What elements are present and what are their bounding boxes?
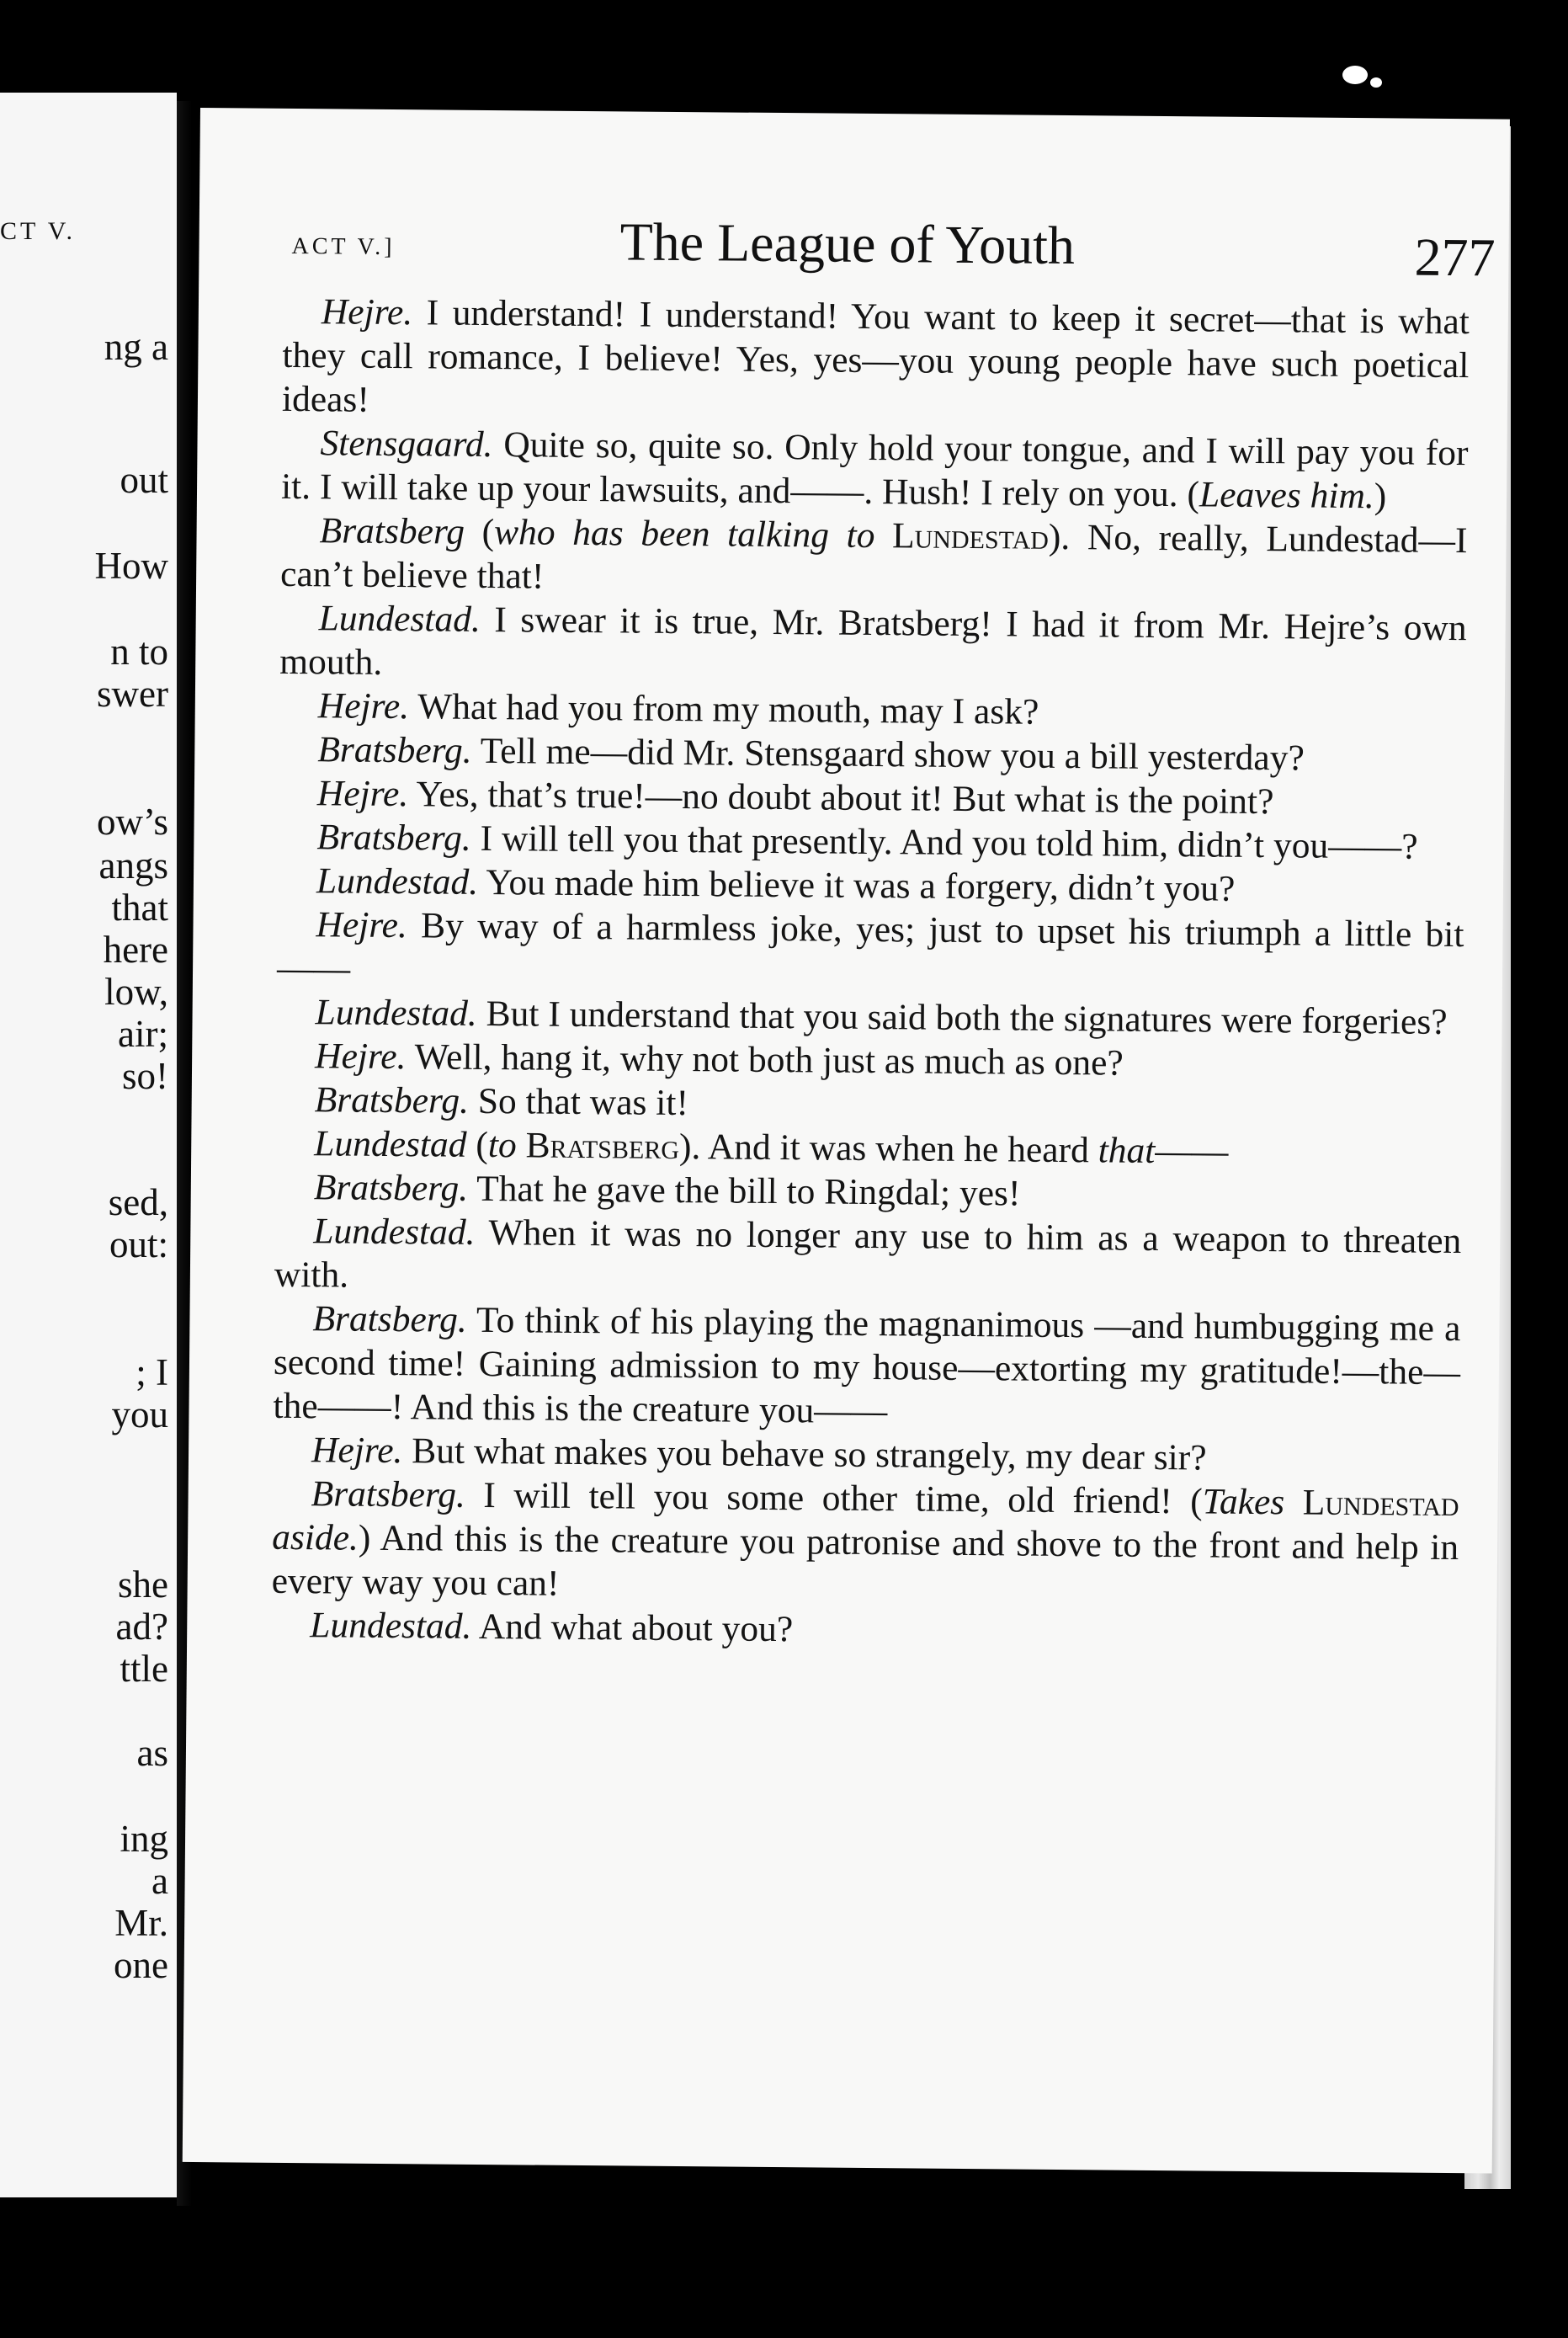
line-text: Yes, that’s true!—no doubt about it! But what is the point? — [407, 774, 1274, 823]
line-text: I will tell you some other time, old friend! ( — [465, 1474, 1203, 1522]
left-fragment: angs — [98, 844, 168, 887]
left-fragment: low, — [104, 971, 168, 1013]
character-name: Lundestad — [891, 515, 1050, 557]
dialogue-line — [271, 1603, 1458, 1657]
speaker-name: Hejre. — [317, 685, 410, 727]
left-fragment: as — [136, 1732, 168, 1774]
speaker-name: Lundestad. — [315, 992, 477, 1034]
speaker-name: Hejre. — [316, 904, 408, 946]
page-number: 277 — [1414, 226, 1496, 288]
line-text: But I understand that you said both the signatures were forgeries? — [476, 993, 1448, 1042]
speaker-name: Bratsberg. — [316, 817, 471, 859]
speaker-name: Bratsberg. — [311, 1473, 466, 1515]
speaker-name: Stensgaard. — [320, 423, 493, 466]
dialogue-line — [277, 903, 1464, 1000]
speaker-name: Hejre. — [321, 291, 413, 333]
left-fragment: ing — [120, 1818, 168, 1860]
line-text: . And it was when he heard — [691, 1126, 1098, 1171]
line-text: . No, really, Lundestad—I can’t believe that! — [279, 516, 1468, 597]
left-fragment: ad? — [115, 1606, 168, 1648]
dialogue-line — [281, 421, 1469, 519]
speaker-name: Bratsberg — [319, 510, 465, 552]
line-text: By way of a harmless joke, yes; just to upset his triumph a little bit—— — [276, 905, 1464, 989]
speaker-name: Bratsberg. — [312, 1298, 467, 1340]
line-text: I swear it is true, Mr. Bratsberg! I had it from Mr. Hejre’s own mouth. — [279, 599, 1467, 683]
line-text: —— — [1155, 1130, 1229, 1172]
line-text: But what makes you behave so strangely, my dear sir? — [402, 1430, 1207, 1478]
speaker-name: Hejre. — [311, 1430, 403, 1472]
stage-direction: who has been talking to — [493, 512, 875, 557]
left-fragment: out: — [109, 1223, 168, 1265]
line-text: I understand! I understand! You want to keep it secret—that is what they call romance, I believe! Yes, yes—you young people have such poetical ideas! — [281, 292, 1470, 420]
line-text: ) — [1374, 476, 1387, 517]
left-fragment: ow’s — [96, 801, 168, 843]
left-running-head: CT V. — [0, 217, 77, 245]
left-facing-page — [0, 93, 177, 2197]
stage-direction: Takes — [1202, 1481, 1285, 1523]
left-fragment: ; I — [136, 1351, 168, 1393]
speaker-name: Bratsberg. — [313, 1167, 469, 1209]
left-fragment: swer — [97, 673, 168, 715]
left-fragment: air; — [118, 1013, 168, 1055]
line-text: What had you from my mouth, may I ask? — [408, 686, 1039, 732]
running-head-act: ACT V.] — [291, 232, 396, 261]
left-fragment: one — [114, 1944, 168, 1986]
dialogue-line — [279, 596, 1467, 694]
speaker-name: Lundestad. — [318, 598, 481, 640]
line-text: And what about you? — [471, 1606, 794, 1650]
character-name: Bratsberg — [525, 1125, 680, 1168]
dialogue-line — [273, 1297, 1460, 1438]
dialogue-line — [282, 290, 1470, 431]
stage-direction: aside. — [271, 1516, 359, 1558]
line-text: So that was it! — [468, 1080, 689, 1124]
left-fragment: that — [111, 887, 168, 929]
left-fragment: a — [151, 1860, 168, 1902]
dialogue-body — [271, 290, 1470, 1657]
left-fragment: so! — [122, 1055, 168, 1097]
left-fragment: sed, — [108, 1181, 168, 1223]
scan-speck — [1370, 77, 1382, 88]
left-fragment: n to — [110, 631, 168, 673]
character-name: Lundestad — [1302, 1482, 1459, 1525]
speaker-name: Hejre. — [316, 773, 409, 815]
left-fragment: How — [94, 545, 168, 587]
speaker-name: Bratsberg. — [317, 729, 472, 771]
dialogue-line — [272, 1472, 1459, 1613]
page-title: The League of Youth — [619, 211, 1076, 276]
left-fragment: you — [111, 1393, 168, 1435]
line-text: Quite so, quite so. Only hold your tongue, and I will pay you for it. I will take up your lawsuits, and——. Hush! I rely on you. ( — [280, 424, 1469, 515]
line-text: Tell me—did Mr. Stensgaard show you a bill yesterday? — [471, 730, 1305, 779]
line-text: I will tell you that presently. And you told him, didn’t you——? — [470, 818, 1418, 867]
speaker-name: Lundestad. — [316, 860, 479, 903]
left-fragment: she — [118, 1563, 168, 1606]
left-fragment: here — [103, 929, 168, 971]
dialogue-line: Bratsberg (who has been talking to Lundestad). No, really, Lundestad—I can’t believe that! — [279, 510, 1468, 597]
line-text: When it was no longer any use to him as a weapon to threaten with. — [274, 1212, 1462, 1296]
dialogue-line — [274, 1209, 1462, 1307]
stage-direction: to — [487, 1125, 517, 1166]
line-text: To think of his playing the magnanimous —and humbugging me a second time! Gaining admission to my house—extorting my gratitude!—the—the——! And this is the creature you—— — [273, 1299, 1461, 1432]
left-fragment: ttle — [120, 1648, 168, 1690]
line-text: You made him believe it was a forgery, didn’t you? — [477, 861, 1236, 909]
running-head — [291, 208, 1496, 294]
speaker-name: Lundestad. — [310, 1605, 472, 1647]
line-text: ) And this is the creature you patronise and shove to the front and help in every way you can! — [271, 1517, 1459, 1604]
line-text: Well, hang it, why not both just as much as one? — [406, 1036, 1124, 1084]
left-fragment: out — [120, 459, 168, 501]
dialogue-line: Lundestad (to Bratsberg). And it was when he heard that—— — [314, 1123, 1229, 1172]
stage-direction: Leaves him. — [1199, 474, 1375, 517]
left-fragment: ng a — [104, 326, 168, 368]
emphasis-text: that — [1098, 1130, 1156, 1171]
speaker-name: Hejre. — [314, 1036, 407, 1078]
left-fragment: Mr. — [114, 1902, 168, 1944]
speaker-name: Lundestad — [314, 1123, 467, 1165]
scan-speck — [1342, 66, 1368, 84]
line-text: That he gave the bill to Ringdal; yes! — [467, 1168, 1021, 1214]
speaker-name: Lundestad. — [313, 1211, 476, 1253]
book-page — [183, 108, 1510, 2173]
speaker-name: Bratsberg. — [314, 1079, 470, 1121]
